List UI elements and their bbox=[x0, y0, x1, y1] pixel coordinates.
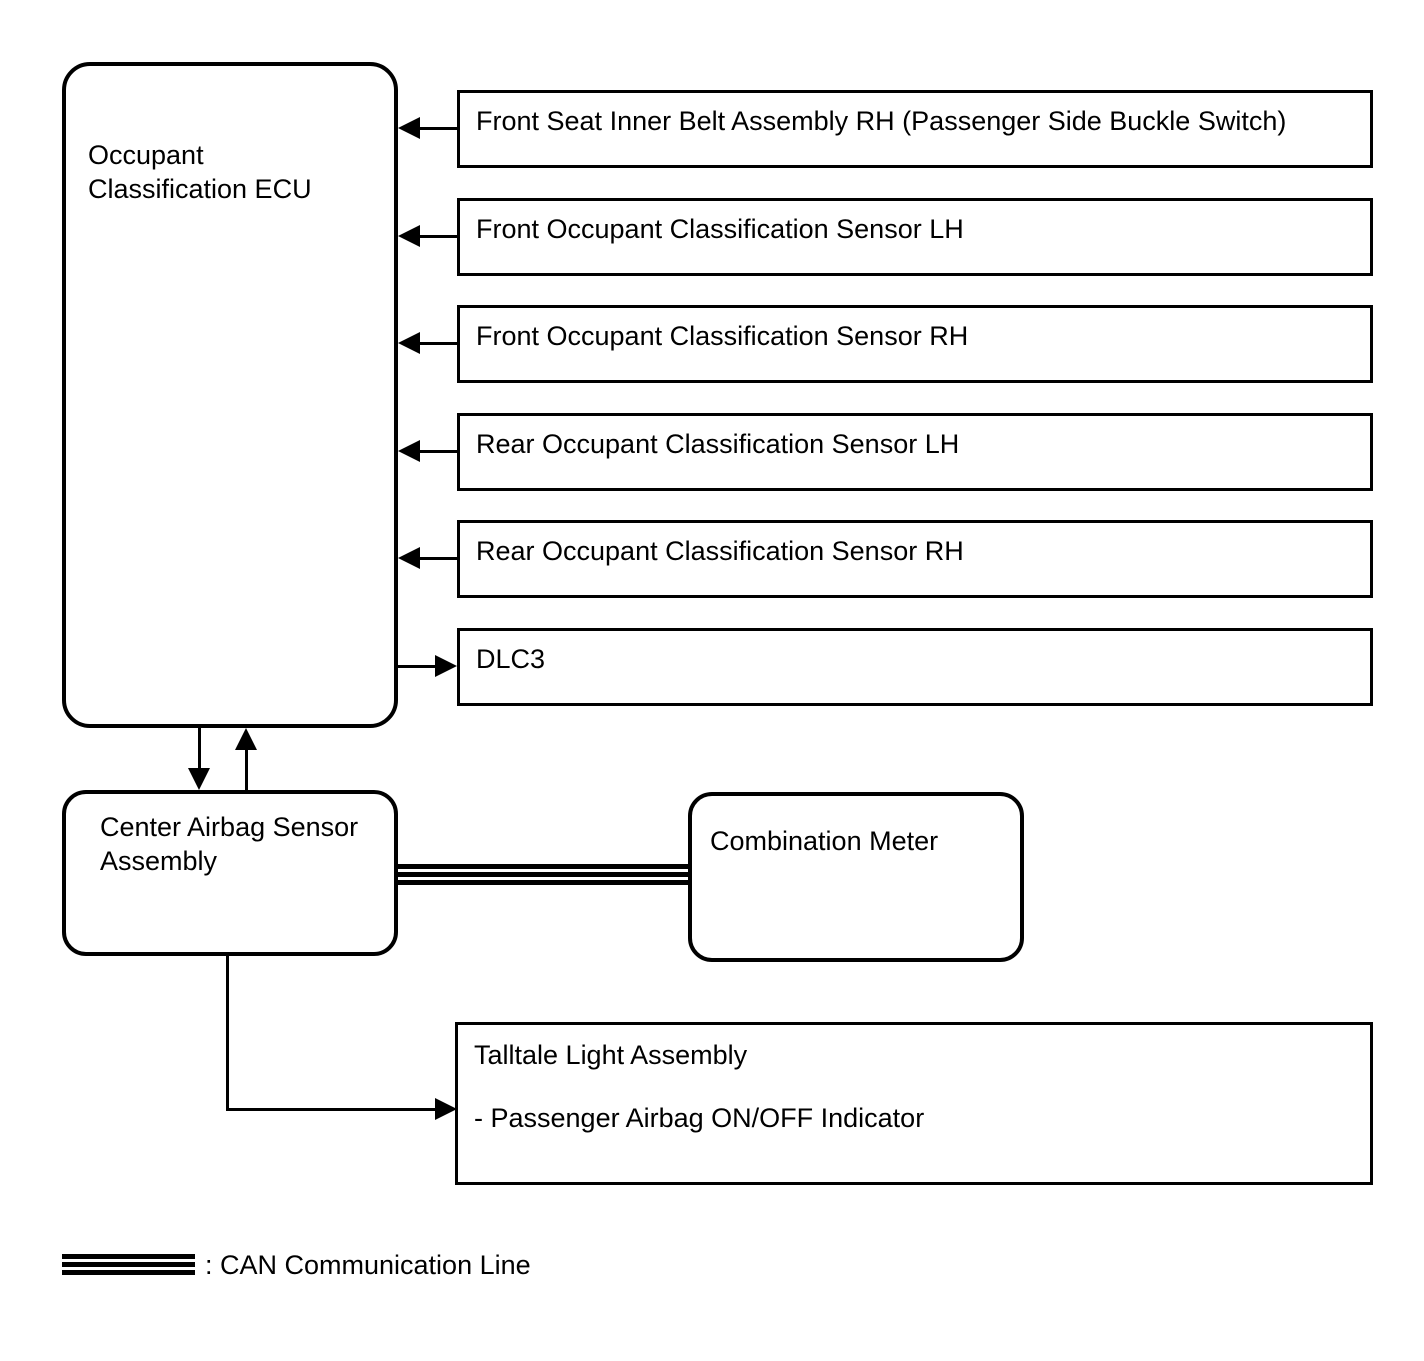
combination-meter-label: Combination Meter bbox=[710, 826, 939, 856]
center-airbag-sensor-assembly-box bbox=[62, 790, 398, 956]
box-front-occupant-sensor-rh bbox=[457, 305, 1373, 383]
connector-line-3 bbox=[420, 342, 457, 345]
legend-can-line-sample bbox=[62, 1254, 195, 1275]
center-airbag-sensor-assembly-label: Center Airbag Sensor Assembly bbox=[100, 812, 359, 876]
arrow-up-icon bbox=[235, 728, 257, 750]
arrow-left-icon-5 bbox=[398, 547, 420, 569]
box-front-occupant-sensor-lh-label: Front Occupant Classification Sensor LH bbox=[476, 214, 964, 244]
arrow-right-icon-telltale bbox=[435, 1098, 457, 1120]
box-front-occupant-sensor-rh-label: Front Occupant Classification Sensor RH bbox=[476, 321, 969, 351]
connector-line-1 bbox=[420, 127, 457, 130]
can-stripe bbox=[62, 1254, 195, 1259]
box-front-seat-inner-belt-rh-label: Front Seat Inner Belt Assembly RH (Passenger Side Buckle Switch) bbox=[476, 106, 1287, 136]
box-dlc3-label: DLC3 bbox=[476, 644, 546, 674]
telltale-passenger-airbag-indicator: - Passenger Airbag ON/OFF Indicator bbox=[474, 1103, 925, 1133]
can-stripe bbox=[62, 1270, 195, 1275]
connector-telltale-hline bbox=[226, 1108, 435, 1111]
combination-meter-box bbox=[688, 792, 1024, 962]
can-stripe bbox=[398, 864, 688, 869]
can-communication-line bbox=[398, 864, 688, 885]
connector-line-dlc3 bbox=[398, 665, 435, 668]
occupant-classification-ecu-label: Occupant Classification ECU bbox=[88, 140, 312, 204]
connector-ecu-up-line bbox=[245, 748, 248, 790]
can-stripe bbox=[398, 880, 688, 885]
box-rear-occupant-sensor-rh bbox=[457, 520, 1373, 598]
connector-ecu-down-line bbox=[198, 728, 201, 770]
telltale-light-assembly-title: Talltale Light Assembly bbox=[474, 1040, 748, 1070]
can-stripe bbox=[398, 872, 688, 877]
connector-line-4 bbox=[420, 450, 457, 453]
box-front-occupant-sensor-lh bbox=[457, 198, 1373, 276]
arrow-left-icon-1 bbox=[398, 117, 420, 139]
connector-line-2 bbox=[420, 235, 457, 238]
box-front-seat-inner-belt-rh bbox=[457, 90, 1373, 168]
box-dlc3 bbox=[457, 628, 1373, 706]
box-rear-occupant-sensor-rh-label: Rear Occupant Classification Sensor RH bbox=[476, 536, 964, 566]
arrow-left-icon-3 bbox=[398, 332, 420, 354]
arrow-left-icon-4 bbox=[398, 440, 420, 462]
telltale-light-assembly-box bbox=[455, 1022, 1373, 1185]
arrow-left-icon-2 bbox=[398, 225, 420, 247]
arrow-down-icon bbox=[188, 768, 210, 790]
can-stripe bbox=[62, 1262, 195, 1267]
box-rear-occupant-sensor-lh bbox=[457, 413, 1373, 491]
occupant-classification-ecu-box bbox=[62, 62, 398, 728]
arrow-right-icon-dlc3 bbox=[435, 655, 457, 677]
connector-telltale-vline bbox=[226, 956, 229, 1111]
connector-line-5 bbox=[420, 557, 457, 560]
box-rear-occupant-sensor-lh-label: Rear Occupant Classification Sensor LH bbox=[476, 429, 960, 459]
legend-can-line-label: : CAN Communication Line bbox=[205, 1250, 531, 1280]
